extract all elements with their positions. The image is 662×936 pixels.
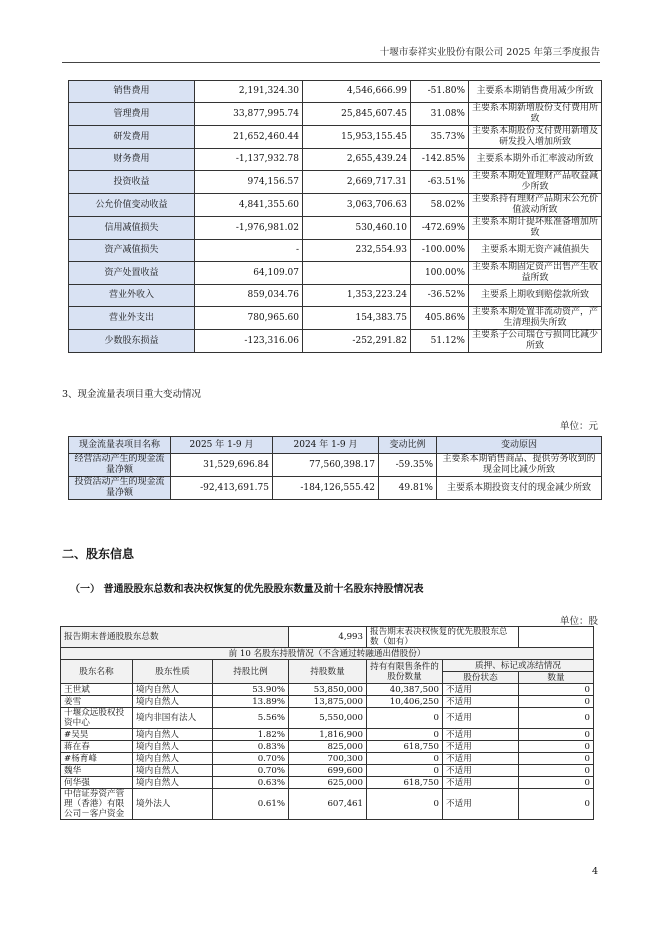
- profit-item: 少数股东损益: [69, 330, 195, 353]
- profit-item: 管理费用: [69, 103, 195, 126]
- table-row: [69, 240, 602, 262]
- cashflow-unit: 单位：元: [559, 421, 598, 432]
- table-row: [69, 171, 602, 194]
- profit-change: 51.12%: [411, 330, 469, 353]
- header-rule: [62, 62, 600, 63]
- table-row: [61, 696, 594, 708]
- profit-item: 研发费用: [69, 126, 195, 149]
- profit-current: 780,965.60: [195, 307, 303, 330]
- profit-current: 2,191,324.30: [195, 81, 303, 103]
- profit-current: 4,841,355.60: [195, 194, 303, 217]
- table-row: [61, 753, 594, 765]
- shareholder-ratio: 0.63%: [213, 777, 289, 789]
- total-label: 报告期末普通股股东总数: [61, 627, 289, 648]
- shareholder-pledge-status: 不适用: [443, 696, 519, 708]
- shareholder-name: 十堰众远股权投资中心: [61, 708, 133, 729]
- profit-current: 859,034.76: [195, 285, 303, 307]
- shareholder-restricted: 618,750: [367, 741, 443, 753]
- table-row: [69, 477, 602, 500]
- cashflow-change-table: [68, 436, 602, 500]
- shareholder-qty: 1,816,900: [289, 729, 367, 741]
- profit-current: 64,109.07: [195, 262, 303, 285]
- shareholder-nature: 境内自然人: [133, 741, 213, 753]
- header-cell: 持股比例: [213, 660, 289, 684]
- profit-reason: 主要系本期无资产减值损失: [469, 240, 602, 262]
- table-row: [61, 708, 594, 729]
- shareholder-ratio: 0.70%: [213, 753, 289, 765]
- profit-previous: 15,953,155.45: [303, 126, 411, 149]
- header-cell: 持有有限售条件的股份数量: [367, 660, 443, 684]
- cashflow-change: 49.81%: [379, 477, 437, 500]
- shareholder-pledge-qty: 0: [519, 729, 594, 741]
- profit-change: -63.51%: [411, 171, 469, 194]
- shareholder-pledge-status: 不适用: [443, 729, 519, 741]
- shareholder-qty: 13,875,000: [289, 696, 367, 708]
- cashflow-current: 31,529,696.84: [171, 454, 273, 477]
- total-value: 4,993: [289, 627, 367, 648]
- profit-change: -472.69%: [411, 217, 469, 240]
- profit-current: -123,316.06: [195, 330, 303, 353]
- profit-previous: 2,655,439.24: [303, 149, 411, 171]
- profit-reason: 主要系本期计提坏账准备增加所致: [469, 217, 602, 240]
- shareholder-restricted: 40,387,500: [367, 684, 443, 696]
- shareholder-unit: 单位：股: [559, 616, 598, 627]
- shareholder-pledge-qty: 0: [519, 777, 594, 789]
- pref-label: 报告期末表决权恢复的优先股股东总数（如有）: [367, 627, 519, 648]
- profit-item: 营业外收入: [69, 285, 195, 307]
- table-row: [69, 307, 602, 330]
- shareholder-pledge-status: 不适用: [443, 741, 519, 753]
- table-row: [69, 454, 602, 477]
- shareholder-qty: 699,600: [289, 765, 367, 777]
- shareholder-subheading: （一） 普通股股东总数和表决权恢复的优先股股东数量及前十名股东持股情况表: [70, 584, 424, 595]
- profit-previous: [303, 262, 411, 285]
- profit-previous: 154,383.75: [303, 307, 411, 330]
- shareholder-nature: 境内自然人: [133, 684, 213, 696]
- shareholder-qty: 53,850,000: [289, 684, 367, 696]
- shareholder-qty: 607,461: [289, 789, 367, 820]
- profit-current: 974,156.57: [195, 171, 303, 194]
- header-cell: 股东名称: [61, 660, 133, 684]
- shareholder-restricted: 0: [367, 765, 443, 777]
- shareholder-restricted: 10,406,250: [367, 696, 443, 708]
- header-cell: 股份状态: [443, 672, 519, 684]
- table-row: [69, 194, 602, 217]
- profit-previous: 1,353,223.24: [303, 285, 411, 307]
- profit-item: 投资收益: [69, 171, 195, 194]
- top10-title: 前 10 名股东持股情况（不含通过转融通出借股份）: [61, 648, 594, 660]
- shareholder-pledge-status: 不适用: [443, 789, 519, 820]
- table-row: [69, 126, 602, 149]
- profit-reason: 主要系本期外币汇率波动所致: [469, 149, 602, 171]
- shareholder-restricted: 0: [367, 729, 443, 741]
- cashflow-section-title: 3、现金流量表项目重大变动情况: [62, 389, 202, 400]
- shareholder-qty: 825,000: [289, 741, 367, 753]
- profit-item: 销售费用: [69, 81, 195, 103]
- profit-current: -1,137,932.78: [195, 149, 303, 171]
- table-row: [69, 81, 602, 103]
- profit-change: 405.86%: [411, 307, 469, 330]
- profit-previous: 2,669,717.31: [303, 171, 411, 194]
- profit-item: 信用减值损失: [69, 217, 195, 240]
- profit-reason: 主要系子公司瑞仓亏损同比减少所致: [469, 330, 602, 353]
- profit-change: -51.80%: [411, 81, 469, 103]
- shareholder-name: 中信证券资产管理（香港）有限公司－客户资金: [61, 789, 133, 820]
- pref-value: [519, 627, 594, 648]
- profit-previous: 25,845,607.45: [303, 103, 411, 126]
- header-cell: 2025 年 1-9 月: [171, 437, 273, 454]
- shareholder-heading: 二、股东信息: [62, 547, 135, 561]
- table-row: [61, 765, 594, 777]
- shareholder-ratio: 1.82%: [213, 729, 289, 741]
- shareholder-name: 王世斌: [61, 684, 133, 696]
- profit-change-table: [68, 80, 602, 353]
- profit-reason: 主要系本期固定资产出售产生收益所致: [469, 262, 602, 285]
- cashflow-previous: 77,560,398.17: [273, 454, 379, 477]
- profit-item: 公允价值变动收益: [69, 194, 195, 217]
- header-cell: 持股数量: [289, 660, 367, 684]
- header-cell: 质押、标记或冻结情况: [443, 660, 594, 672]
- profit-reason: 主要系本期新增股份支付费用所致: [469, 103, 602, 126]
- shareholder-pledge-qty: 0: [519, 753, 594, 765]
- header-cell: 股东性质: [133, 660, 213, 684]
- shareholder-nature: 境内非国有法人: [133, 708, 213, 729]
- table-row: [69, 217, 602, 240]
- cashflow-current: -92,413,691.75: [171, 477, 273, 500]
- shareholder-pledge-qty: 0: [519, 789, 594, 820]
- shareholder-pledge-status: 不适用: [443, 684, 519, 696]
- cashflow-change: -59.35%: [379, 454, 437, 477]
- cashflow-reason: 主要系本期投资支付的现金减少所致: [437, 477, 602, 500]
- shareholder-qty: 5,550,000: [289, 708, 367, 729]
- page-header-title: 十堰市泰祥实业股份有限公司 2025 年第三季度报告: [379, 47, 600, 58]
- profit-change: 31.08%: [411, 103, 469, 126]
- header-cell: 数量: [519, 672, 594, 684]
- header-cell: 变动比例: [379, 437, 437, 454]
- shareholder-ratio: 0.70%: [213, 765, 289, 777]
- table-row: [61, 684, 594, 696]
- profit-current: -1,976,981.02: [195, 217, 303, 240]
- shareholder-pledge-status: 不适用: [443, 765, 519, 777]
- shareholder-name: 姜雪: [61, 696, 133, 708]
- profit-item: 营业外支出: [69, 307, 195, 330]
- shareholder-ratio: 5.56%: [213, 708, 289, 729]
- shareholder-nature: 境内自然人: [133, 729, 213, 741]
- profit-change: -100.00%: [411, 240, 469, 262]
- profit-item: 资产处置收益: [69, 262, 195, 285]
- profit-previous: 4,546,666.99: [303, 81, 411, 103]
- profit-previous: 3,063,706.63: [303, 194, 411, 217]
- profit-current: 33,877,995.74: [195, 103, 303, 126]
- shareholder-restricted: 0: [367, 753, 443, 765]
- shareholder-pledge-status: 不适用: [443, 777, 519, 789]
- shareholder-qty: 625,000: [289, 777, 367, 789]
- profit-reason: 主要系持有理财产品期末公允价值波动所致: [469, 194, 602, 217]
- shareholder-name: 魏华: [61, 765, 133, 777]
- shareholder-pledge-qty: 0: [519, 696, 594, 708]
- cashflow-item: 投资活动产生的现金流量净额: [69, 477, 171, 500]
- shareholder-nature: 境内自然人: [133, 753, 213, 765]
- shareholder-qty: 700,300: [289, 753, 367, 765]
- shareholder-ratio: 13.89%: [213, 696, 289, 708]
- shareholder-name: 何华强: [61, 777, 133, 789]
- shareholder-ratio: 0.61%: [213, 789, 289, 820]
- shareholder-name: 蒋在春: [61, 741, 133, 753]
- shareholder-pledge-status: 不适用: [443, 753, 519, 765]
- profit-reason: 主要系本期处置理财产品收益减少所致: [469, 171, 602, 194]
- profit-reason: 主要系上期收到赔偿款所致: [469, 285, 602, 307]
- profit-previous: -252,291.82: [303, 330, 411, 353]
- profit-previous: 232,554.93: [303, 240, 411, 262]
- shareholder-name: #杨育峰: [61, 753, 133, 765]
- profit-reason: 主要系本期处置非流动资产，产生清理损失所致: [469, 307, 602, 330]
- table-row: [69, 330, 602, 353]
- cashflow-item: 经营活动产生的现金流量净额: [69, 454, 171, 477]
- profit-change: 35.73%: [411, 126, 469, 149]
- profit-change: 100.00%: [411, 262, 469, 285]
- shareholder-pledge-qty: 0: [519, 684, 594, 696]
- shareholder-nature: 境外法人: [133, 789, 213, 820]
- profit-reason: 主要系本期股份支付费用新增及研发投入增加所致: [469, 126, 602, 149]
- table-row: [69, 149, 602, 171]
- table-row: [69, 285, 602, 307]
- profit-current: -: [195, 240, 303, 262]
- profit-previous: 530,460.10: [303, 217, 411, 240]
- cashflow-header-row: [69, 437, 602, 454]
- shareholder-nature: 境内自然人: [133, 765, 213, 777]
- table-row: [69, 262, 602, 285]
- shareholder-pledge-qty: 0: [519, 708, 594, 729]
- profit-reason: 主要系本期销售费用减少所致: [469, 81, 602, 103]
- shareholder-pledge-qty: 0: [519, 741, 594, 753]
- shareholder-restricted: 0: [367, 789, 443, 820]
- profit-current: 21,652,460.44: [195, 126, 303, 149]
- shareholder-nature: 境内自然人: [133, 777, 213, 789]
- table-row: [61, 789, 594, 820]
- shareholder-table: [60, 626, 594, 820]
- page-number: 4: [591, 866, 598, 877]
- profit-item: 资产减值损失: [69, 240, 195, 262]
- top10-title-row: [61, 648, 594, 660]
- shareholder-ratio: 0.83%: [213, 741, 289, 753]
- table-row: [61, 729, 594, 741]
- shareholder-name: #吴昊: [61, 729, 133, 741]
- shareholder-header-row: [61, 660, 594, 672]
- shareholder-ratio: 53.90%: [213, 684, 289, 696]
- shareholder-pledge-qty: 0: [519, 765, 594, 777]
- shareholder-nature: 境内自然人: [133, 696, 213, 708]
- table-row: [61, 777, 594, 789]
- shareholder-total-row: [61, 627, 594, 648]
- header-cell: 2024 年 1-9 月: [273, 437, 379, 454]
- profit-item: 财务费用: [69, 149, 195, 171]
- table-row: [69, 103, 602, 126]
- profit-change: -142.85%: [411, 149, 469, 171]
- shareholder-pledge-status: 不适用: [443, 708, 519, 729]
- profit-change: 58.02%: [411, 194, 469, 217]
- header-cell: 现金流量表项目名称: [69, 437, 171, 454]
- cashflow-reason: 主要系本期销售商品、提供劳务收到的现金同比减少所致: [437, 454, 602, 477]
- shareholder-restricted: 618,750: [367, 777, 443, 789]
- table-row: [61, 741, 594, 753]
- header-cell: 变动原因: [437, 437, 602, 454]
- cashflow-previous: -184,126,555.42: [273, 477, 379, 500]
- profit-change: -36.52%: [411, 285, 469, 307]
- shareholder-restricted: 0: [367, 708, 443, 729]
